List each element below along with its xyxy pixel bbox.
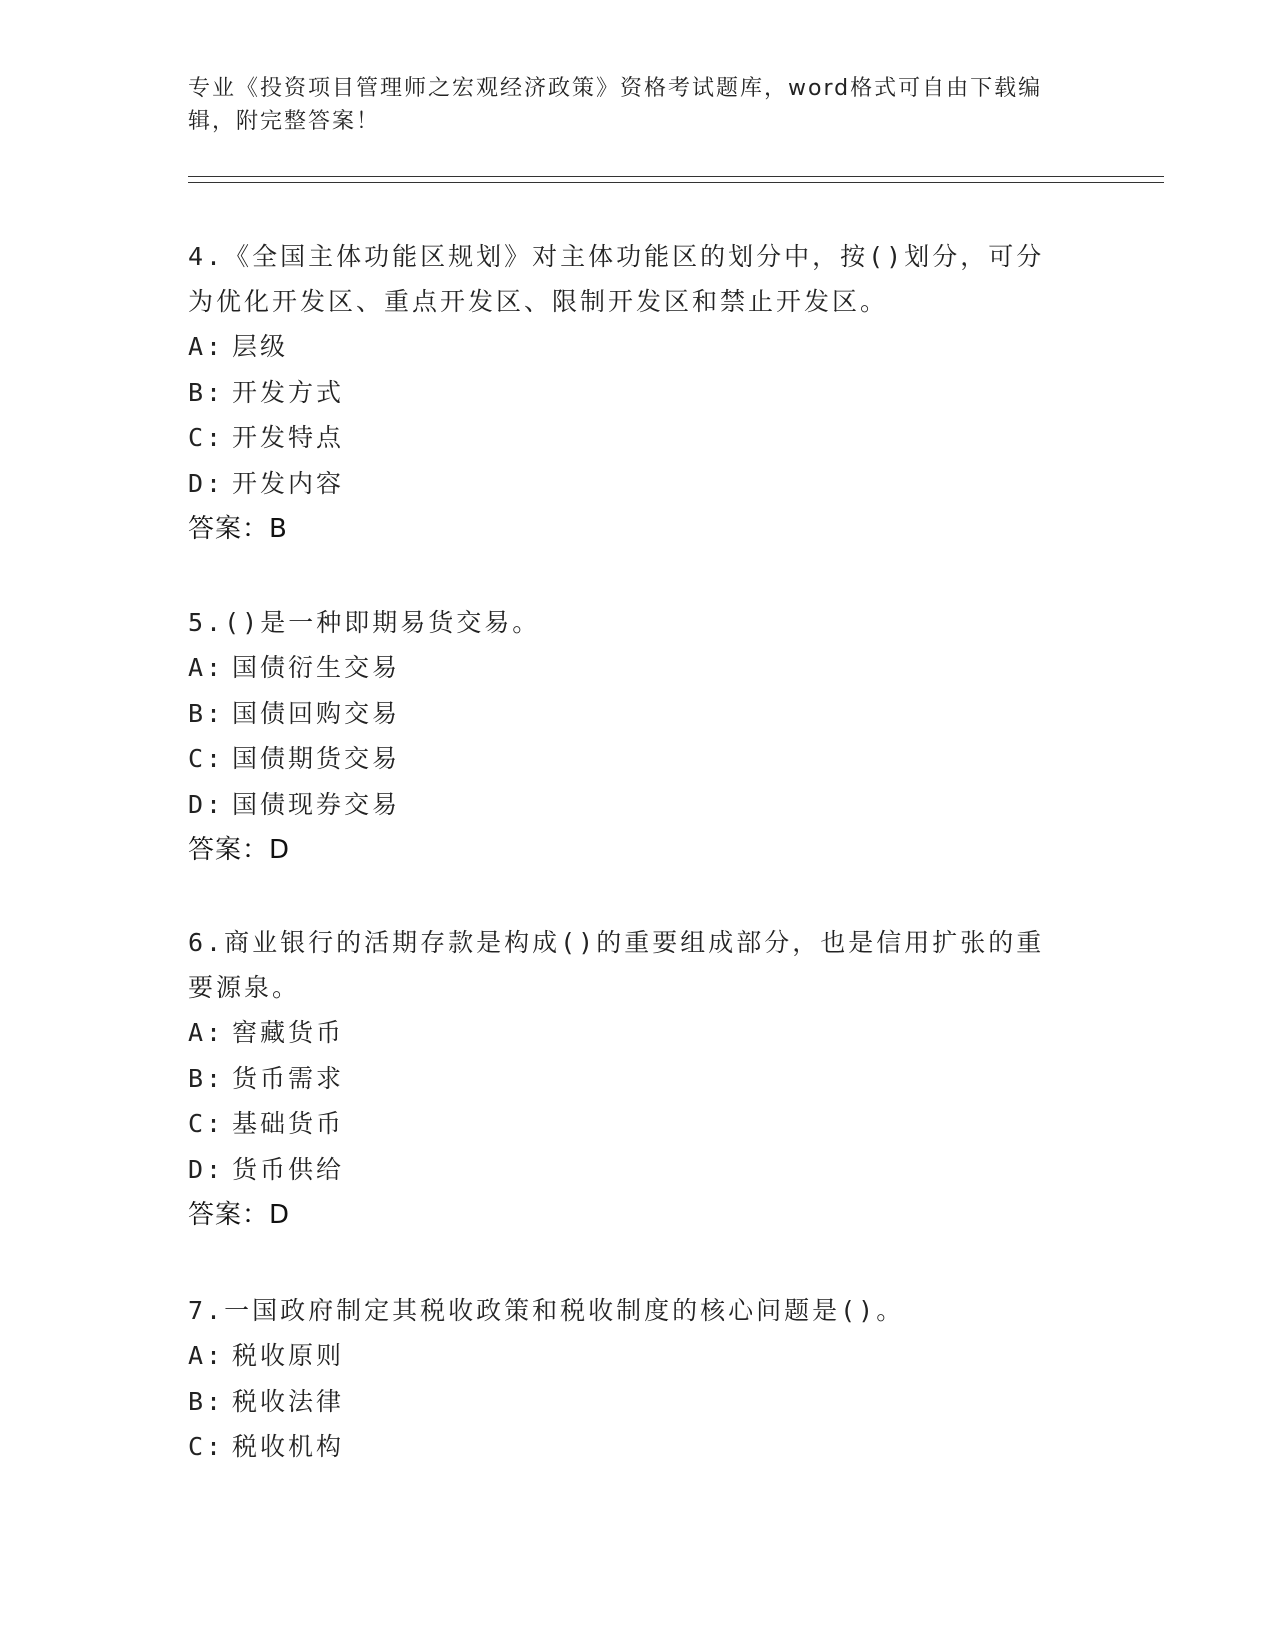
option-text: 国债衍生交易: [232, 653, 401, 682]
option-b: [188, 1056, 1068, 1102]
option-text: 货币需求: [232, 1063, 345, 1093]
question-7: [188, 1288, 1068, 1470]
question-stem: 6.商业银行的活期存款是构成()的重要组成部分，也是信用扩张的重要源泉。: [188, 928, 1045, 1002]
header-rule-top: [188, 176, 1164, 177]
option-label: C:: [188, 1432, 225, 1461]
option-label: B:: [188, 1386, 225, 1416]
option-d: [188, 461, 1068, 507]
option-label: A:: [188, 332, 225, 361]
option-label: A:: [188, 653, 225, 682]
option-a: [188, 1010, 1068, 1056]
option-label: A:: [188, 1018, 225, 1047]
option-text: 开发方式: [232, 377, 345, 407]
option-label: B:: [188, 377, 225, 407]
option-a: [188, 324, 1068, 370]
option-text: 窖藏货币: [232, 1018, 345, 1047]
option-text: 税收原则: [232, 1341, 345, 1370]
option-a: [188, 1333, 1068, 1379]
option-text: 货币供给: [232, 1154, 345, 1184]
option-label: C:: [188, 1109, 225, 1138]
option-text: 层级: [232, 332, 289, 361]
option-a: [188, 645, 1068, 691]
option-text: 开发内容: [232, 468, 345, 498]
option-b: [188, 1379, 1068, 1425]
option-b: [188, 691, 1068, 737]
question-6: [188, 920, 1068, 1238]
option-label: C:: [188, 744, 225, 773]
option-label: D:: [188, 1154, 225, 1184]
option-text: 国债回购交易: [232, 698, 401, 728]
answer: 答案：B: [188, 514, 288, 544]
option-c: [188, 1101, 1068, 1147]
option-label: D:: [188, 468, 225, 498]
option-label: D:: [188, 789, 225, 819]
option-text: 开发特点: [232, 423, 345, 452]
option-text: 国债现券交易: [232, 789, 401, 819]
option-label: C:: [188, 423, 225, 452]
option-text: 税收法律: [232, 1386, 345, 1416]
option-label: B:: [188, 698, 225, 728]
document-header: 专业《投资项目管理师之宏观经济政策》资格考试题库，word格式可自由下载编辑，附完整答案！: [188, 76, 1043, 134]
option-c: [188, 415, 1068, 461]
option-text: 国债期货交易: [232, 744, 401, 773]
question-stem: 4.《全国主体功能区规划》对主体功能区的划分中，按()划分，可分为优化开发区、重点开发区、限制开发区和禁止开发区。: [188, 242, 1045, 316]
answer: 答案：D: [188, 1200, 291, 1230]
question-stem: 7.一国政府制定其税收政策和税收制度的核心问题是()。: [188, 1296, 905, 1325]
question-4: [188, 234, 1068, 552]
option-c: [188, 1424, 1068, 1470]
option-c: [188, 736, 1068, 782]
option-label: B:: [188, 1063, 225, 1093]
option-d: [188, 782, 1068, 828]
option-d: [188, 1147, 1068, 1193]
option-b: [188, 370, 1068, 416]
question-5: [188, 600, 1068, 873]
question-stem: 5.()是一种即期易货交易。: [188, 608, 541, 637]
option-text: 基础货币: [232, 1109, 345, 1138]
answer: 答案：D: [188, 835, 291, 865]
header-rule-bottom: [188, 182, 1164, 183]
option-text: 税收机构: [232, 1432, 345, 1461]
option-label: A:: [188, 1341, 225, 1370]
